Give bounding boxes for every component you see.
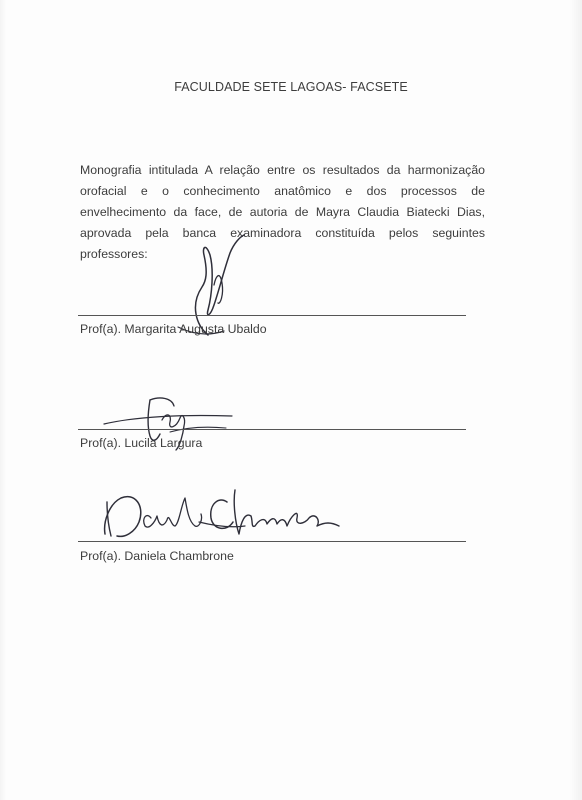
signature-line-3 (78, 541, 466, 542)
signature-line-2 (78, 429, 466, 430)
signatory-name-2: Prof(a). Lucila Largura (80, 436, 203, 450)
signatory-name-1: Prof(a). Margarita Augusta Ubaldo (80, 322, 267, 336)
signature-line-1 (78, 315, 466, 316)
approval-paragraph: Monografia intitulada A relação entre os resultados da harmonização orofacial e o conhecimento anatômico e dos processos de envelhecimento da face, de autoria de Mayra Claudia Biatecki Dias, aprovada pela banca examinadora constituída pelos seguintes professores: (80, 163, 485, 261)
signatory-name-3: Prof(a). Daniela Chambrone (80, 549, 234, 563)
institution-header: FACULDADE SETE LAGOAS- FACSETE (174, 80, 408, 94)
